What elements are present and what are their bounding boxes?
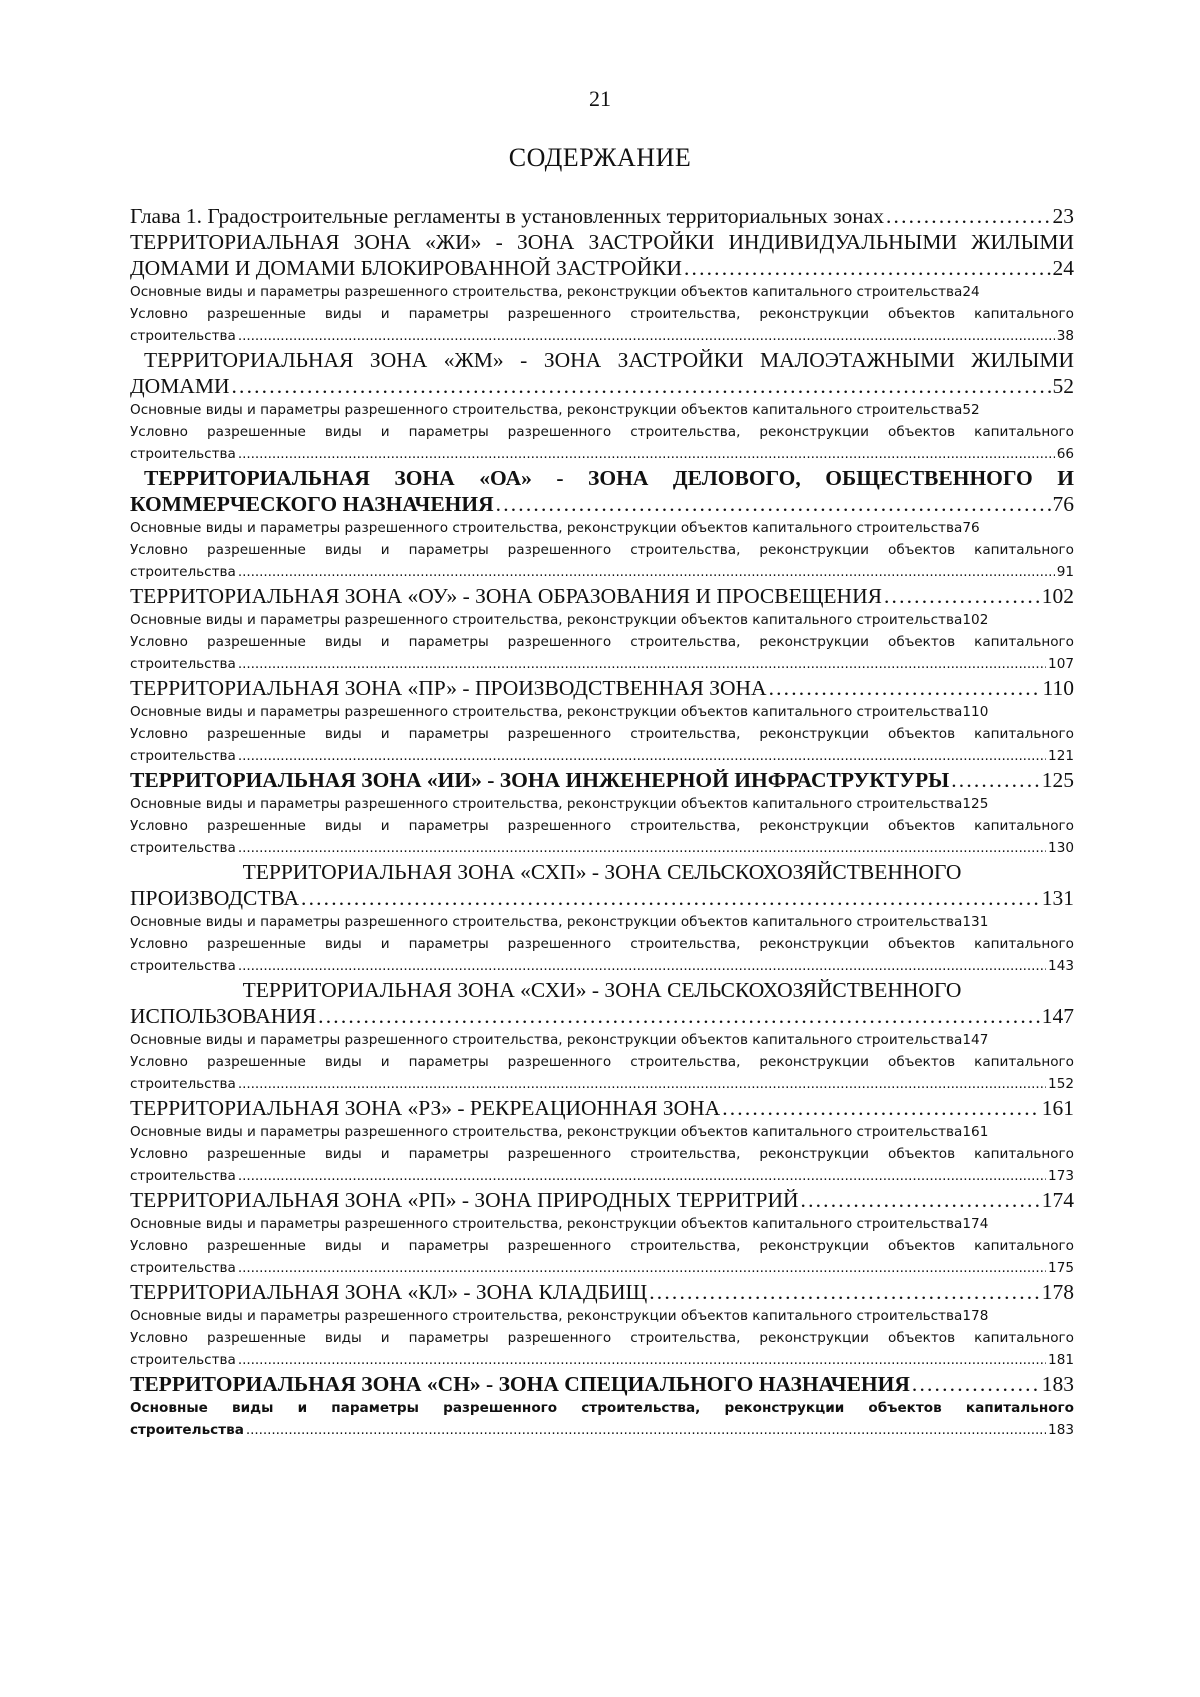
toc-zone-rz[interactable] (130, 1095, 1074, 1121)
toc-sub-conditional[interactable] (130, 421, 1074, 465)
sub-label: Основные виды и параметры разрешенного строительства, реконструкции объектов капитального строительства (130, 1216, 963, 1232)
sub-label: строительства (130, 656, 236, 672)
sub-label: Основные виды и параметры разрешенного строительства, реконструкции объектов капитального строительства (130, 612, 963, 628)
sub-label: Основные виды и параметры разрешенного строительства, реконструкции объектов капитального строительства (130, 1032, 963, 1048)
sub-page: 175 (1048, 1260, 1074, 1276)
table-of-contents (130, 203, 1074, 1441)
chapter-page: 23 (1052, 204, 1074, 228)
sub-label: строительства (130, 564, 236, 580)
sub-page: 52 (962, 402, 980, 418)
sub-page: 152 (1048, 1076, 1074, 1092)
sub-page: 173 (1048, 1168, 1074, 1184)
zone-page: 52 (1052, 374, 1074, 398)
toc-sub-basic[interactable] (130, 1397, 1074, 1441)
toc-sub-basic[interactable] (130, 1029, 1074, 1051)
sub-page: 131 (962, 914, 989, 930)
sub-label: Основные виды и параметры разрешенного строительства, реконструкции объектов капитального строительства (130, 1124, 963, 1140)
zone-title-line: ПРОИЗВОДСТВА (130, 886, 300, 910)
sub-page: 110 (962, 704, 989, 720)
sub-label: Основные виды и параметры разрешенного строительства, реконструкции объектов капитального строительства (130, 402, 963, 418)
toc-sub-conditional[interactable] (130, 631, 1074, 675)
sub-label: строительства (130, 1076, 236, 1092)
sub-label: Условно разрешенные виды и параметры разрешенного строительства, реконструкции объектов капитального (130, 818, 1074, 834)
sub-page: 125 (962, 796, 989, 812)
zone-page: 76 (1052, 492, 1074, 516)
sub-label: Условно разрешенные виды и параметры разрешенного строительства, реконструкции объектов капитального (130, 542, 1074, 558)
toc-sub-basic[interactable] (130, 399, 1074, 421)
zone-title-line: ТЕРРИТОРИАЛЬНАЯ ЗОНА «СХП» - ЗОНА СЕЛЬСКОХОЗЯЙСТВЕННОГО (242, 860, 962, 884)
toc-sub-conditional[interactable] (130, 303, 1074, 347)
sub-label: Условно разрешенные виды и параметры разрешенного строительства, реконструкции объектов капитального (130, 634, 1074, 650)
sub-label: строительства (130, 1168, 236, 1184)
sub-label: Основные виды и параметры разрешенного строительства, реконструкции объектов капитального строительства (130, 704, 963, 720)
sub-label: строительства (130, 958, 236, 974)
zone-page: 147 (1041, 1004, 1074, 1028)
toc-sub-basic[interactable] (130, 793, 1074, 815)
toc-sub-basic[interactable] (130, 609, 1074, 631)
chapter-title: Глава 1. Градостроительные регламенты в установленных территориальных зонах (130, 204, 884, 228)
zone-title-line: ТЕРРИТОРИАЛЬНАЯ ЗОНА «ОА» - ЗОНА ДЕЛОВОГО, ОБЩЕСТВЕННОГО И (144, 466, 1074, 490)
sub-page: 102 (962, 612, 989, 628)
zone-title-line: ТЕРРИТОРИАЛЬНАЯ ЗОНА «СХИ» - ЗОНА СЕЛЬСКОХОЗЯЙСТВЕННОГО (242, 978, 962, 1002)
toc-sub-basic[interactable] (130, 1305, 1074, 1327)
sub-page: 24 (962, 284, 980, 300)
toc-zone-zhi[interactable] (130, 229, 1074, 281)
sub-page: 147 (962, 1032, 989, 1048)
zone-title-line: ТЕРРИТОРИАЛЬНАЯ ЗОНА «СН» - ЗОНА СПЕЦИАЛЬНОГО НАЗНАЧЕНИЯ (130, 1372, 910, 1396)
sub-page: 130 (1048, 840, 1074, 856)
toc-sub-basic[interactable] (130, 1213, 1074, 1235)
zone-page: 183 (1041, 1372, 1074, 1396)
zone-page: 102 (1041, 584, 1074, 608)
sub-label: Основные виды и параметры разрешенного строительства, реконструкции объектов капитального (130, 1400, 1074, 1416)
sub-label: Условно разрешенные виды и параметры разрешенного строительства, реконструкции объектов капитального (130, 936, 1074, 952)
toc-sub-basic[interactable] (130, 701, 1074, 723)
sub-page: 174 (962, 1216, 989, 1232)
toc-sub-conditional[interactable] (130, 1327, 1074, 1371)
toc-zone-shi[interactable] (130, 977, 1074, 1029)
toc-zone-shp[interactable] (130, 859, 1074, 911)
zone-title-line: ТЕРРИТОРИАЛЬНАЯ ЗОНА «РП» - ЗОНА ПРИРОДНЫХ ТЕРРИТРИЙ (130, 1188, 799, 1212)
zone-title-line: ТЕРРИТОРИАЛЬНАЯ ЗОНА «КЛ» - ЗОНА КЛАДБИЩ (130, 1280, 648, 1304)
sub-label: строительства (130, 840, 236, 856)
zone-page: 178 (1041, 1280, 1074, 1304)
sub-label: строительства (130, 1260, 236, 1276)
sub-page: 183 (1048, 1422, 1074, 1438)
sub-page: 178 (962, 1308, 989, 1324)
sub-label: Основные виды и параметры разрешенного строительства, реконструкции объектов капитального строительства (130, 914, 963, 930)
sub-label: Условно разрешенные виды и параметры разрешенного строительства, реконструкции объектов капитального (130, 1054, 1074, 1070)
sub-page: 161 (962, 1124, 989, 1140)
toc-sub-basic[interactable] (130, 1121, 1074, 1143)
sub-page: 91 (1056, 564, 1074, 580)
toc-sub-conditional[interactable] (130, 1235, 1074, 1279)
sub-label: Основные виды и параметры разрешенного строительства, реконструкции объектов капитального строительства (130, 796, 963, 812)
sub-label: Условно разрешенные виды и параметры разрешенного строительства, реконструкции объектов капитального (130, 726, 1074, 742)
zone-title-line: ТЕРРИТОРИАЛЬНАЯ ЗОНА «ЖИ» - ЗОНА ЗАСТРОЙКИ ИНДИВИДУАЛЬНЫМИ ЖИЛЫМИ (130, 230, 1074, 254)
zone-page: 110 (1042, 676, 1074, 700)
sub-label: Условно разрешенные виды и параметры разрешенного строительства, реконструкции объектов капитального (130, 424, 1074, 440)
sub-label: Условно разрешенные виды и параметры разрешенного строительства, реконструкции объектов капитального (130, 1330, 1074, 1346)
sub-label: Условно разрешенные виды и параметры разрешенного строительства, реконструкции объектов капитального (130, 1146, 1074, 1162)
sub-label: строительства (130, 446, 236, 462)
zone-page: 131 (1041, 886, 1074, 910)
toc-sub-basic[interactable] (130, 911, 1074, 933)
zone-title-line: ДОМАМИ И ДОМАМИ БЛОКИРОВАННОЙ ЗАСТРОЙКИ (130, 256, 682, 280)
toc-zone-oa[interactable] (130, 465, 1074, 517)
sub-label: строительства (130, 1352, 236, 1368)
sub-label: строительства (130, 1422, 244, 1438)
zone-page: 174 (1041, 1188, 1074, 1212)
zone-page: 24 (1052, 256, 1074, 280)
toc-zone-kl[interactable] (130, 1279, 1074, 1305)
toc-sub-conditional[interactable] (130, 815, 1074, 859)
zone-title-line: КОММЕРЧЕСКОГО НАЗНАЧЕНИЯ (130, 492, 494, 516)
sub-label: Основные виды и параметры разрешенного строительства, реконструкции объектов капитального строительства (130, 1308, 963, 1324)
sub-page: 143 (1048, 958, 1074, 974)
toc-sub-conditional[interactable] (130, 1143, 1074, 1187)
sub-page: 121 (1048, 748, 1074, 764)
sub-page: 76 (962, 520, 980, 536)
zone-title-line: ТЕРРИТОРИАЛЬНАЯ ЗОНА «ОУ» - ЗОНА ОБРАЗОВАНИЯ И ПРОСВЕЩЕНИЯ (130, 584, 882, 608)
zone-page: 161 (1041, 1096, 1074, 1120)
toc-zone-sn[interactable] (130, 1371, 1074, 1397)
zone-title-line: ТЕРРИТОРИАЛЬНАЯ ЗОНА «РЗ» - РЕКРЕАЦИОННАЯ ЗОНА (130, 1096, 721, 1120)
sub-page: 107 (1048, 656, 1074, 672)
toc-chapter-1[interactable] (130, 203, 1074, 229)
toc-zone-ou[interactable] (130, 583, 1074, 609)
toc-zone-rp[interactable] (130, 1187, 1074, 1213)
sub-page: 66 (1056, 446, 1074, 462)
sub-label: строительства (130, 328, 236, 344)
zone-title-line: ТЕРРИТОРИАЛЬНАЯ ЗОНА «ПР» - ПРОИЗВОДСТВЕННАЯ ЗОНА (130, 676, 767, 700)
sub-label: Условно разрешенные виды и параметры разрешенного строительства, реконструкции объектов капитального (130, 306, 1074, 322)
sub-label: Основные виды и параметры разрешенного строительства, реконструкции объектов капитального строительства (130, 520, 963, 536)
toc-title: СОДЕРЖАНИЕ (508, 143, 692, 172)
sub-label: строительства (130, 748, 236, 764)
sub-label: Основные виды и параметры разрешенного строительства, реконструкции объектов капитального строительства (130, 284, 963, 300)
sub-page: 181 (1048, 1352, 1074, 1368)
toc-sub-conditional[interactable] (130, 933, 1074, 977)
page-number: 21 (589, 86, 611, 111)
zone-title-line: ИСПОЛЬЗОВАНИЯ (130, 1004, 317, 1028)
toc-sub-basic[interactable] (130, 517, 1074, 539)
toc-zone-pr[interactable] (130, 675, 1074, 701)
toc-zone-zhm[interactable] (130, 347, 1074, 399)
toc-sub-conditional[interactable] (130, 539, 1074, 583)
toc-zone-ii[interactable] (130, 767, 1074, 793)
zone-page: 125 (1041, 768, 1074, 792)
toc-sub-basic[interactable] (130, 281, 1074, 303)
zone-title-line: ТЕРРИТОРИАЛЬНАЯ ЗОНА «ИИ» - ЗОНА ИНЖЕНЕРНОЙ ИНФРАСТРУКТУРЫ (130, 768, 950, 792)
sub-label: Условно разрешенные виды и параметры разрешенного строительства, реконструкции объектов капитального (130, 1238, 1074, 1254)
sub-page: 38 (1056, 328, 1074, 344)
toc-sub-conditional[interactable] (130, 723, 1074, 767)
zone-title-line: ТЕРРИТОРИАЛЬНАЯ ЗОНА «ЖМ» - ЗОНА ЗАСТРОЙКИ МАЛОЭТАЖНЫМИ ЖИЛЫМИ (144, 348, 1074, 372)
zone-title-line: ДОМАМИ (130, 374, 230, 398)
toc-sub-conditional[interactable] (130, 1051, 1074, 1095)
